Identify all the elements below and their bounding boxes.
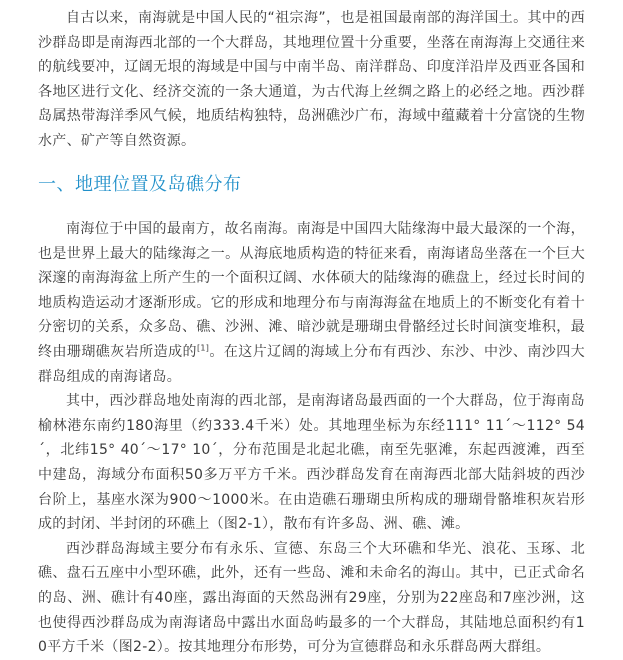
paragraph-1-text-b: 。在这片辽阔的海域上分布有西沙、东沙、中沙、南沙四大群岛组成的南海诸岛。 (38, 343, 585, 385)
section-body (38, 217, 585, 660)
paragraph-1-text-a: 南海位于中国的最南方，故名南海。南海是中国四大陆缘海中最大最深的一个海，也是世界上最大的陆缘海之一。从海底地质构造的特征来看，南海诸岛坐落在一个巨大深邃的南海海盆上所产生的一个面积辽阔、水体硕大的陆缘海的礁盘上，经过长时间的地质构造运动才逐渐形成。它的形成和地理分布与南海海盆在地质上的不断变化有着十分密切的关系，众多岛、礁、沙洲、滩、暗沙就是珊瑚虫骨骼经过长时间演变堆积，最终由珊瑚礁灰岩所造成的 (38, 221, 585, 360)
intro-section (38, 6, 585, 154)
section-heading: 一、地理位置及岛礁分布 (38, 174, 242, 195)
section-paragraph-1 (38, 217, 585, 389)
section-paragraph-3: 西沙群岛海域主要分布有永乐、宣德、东岛三个大环礁和华光、浪花、玉琢、北礁、盘石五座中小型环礁，此外，还有一些岛、滩和未命名的海山。其中，已正式命名的岛、洲、礁计有40座，露出海面的天然岛洲有29座，分别为22座岛和7座沙洲，这也使得西沙群岛成为南海诸岛中露出水面岛屿最多的一个大群岛，其陆地总面积约有10平方千米（图2-2）。按其地理分布形势，可分为宣德群岛和永乐群岛两大群组。 (38, 540, 585, 656)
section-paragraph-2: 其中，西沙群岛地处南海的西北部，是南海诸岛最西面的一个大群岛，位于海南岛榆林港东南约180海里（约333.4千米）处。其地理坐标为东经111° 11´～112° 54´，北纬15° 40´～17° 10´，分布范围是北起北礁，南至先驱滩，东起西渡滩，西至中建岛，海域分布面积50多万平方千米。西沙群岛发育在南海西北部大陆斜坡的西沙台阶上，基座水深为900～1000米。在由造礁石珊瑚虫所构成的珊瑚骨骼堆积灰岩形成的封闭、半封闭的环礁上（图2-1），散布有许多岛、洲、礁、滩。 (38, 393, 585, 533)
intro-paragraph: 自古以来，南海就是中国人民的“祖宗海”，也是祖国最南部的海洋国土。其中的西沙群岛即是南海西北部的一个大群岛，其地理位置十分重要，坐落在南海海上交通往来的航线要冲，辽阔无垠的海域是中国与中南半岛、南洋群岛、印度洋沿岸及西亚各国和各地区进行文化、经济交流的一条大通道，为古代海上丝绸之路上的必经之地。西沙群岛属热带海洋季风气候，地质结构独特，岛洲礁沙广布，海域中蕴藏着十分富饶的生物水产、矿产等自然资源。 (38, 10, 585, 149)
section-heading-wrap (38, 173, 242, 197)
citation-marker[interactable]: [1] (196, 343, 210, 353)
